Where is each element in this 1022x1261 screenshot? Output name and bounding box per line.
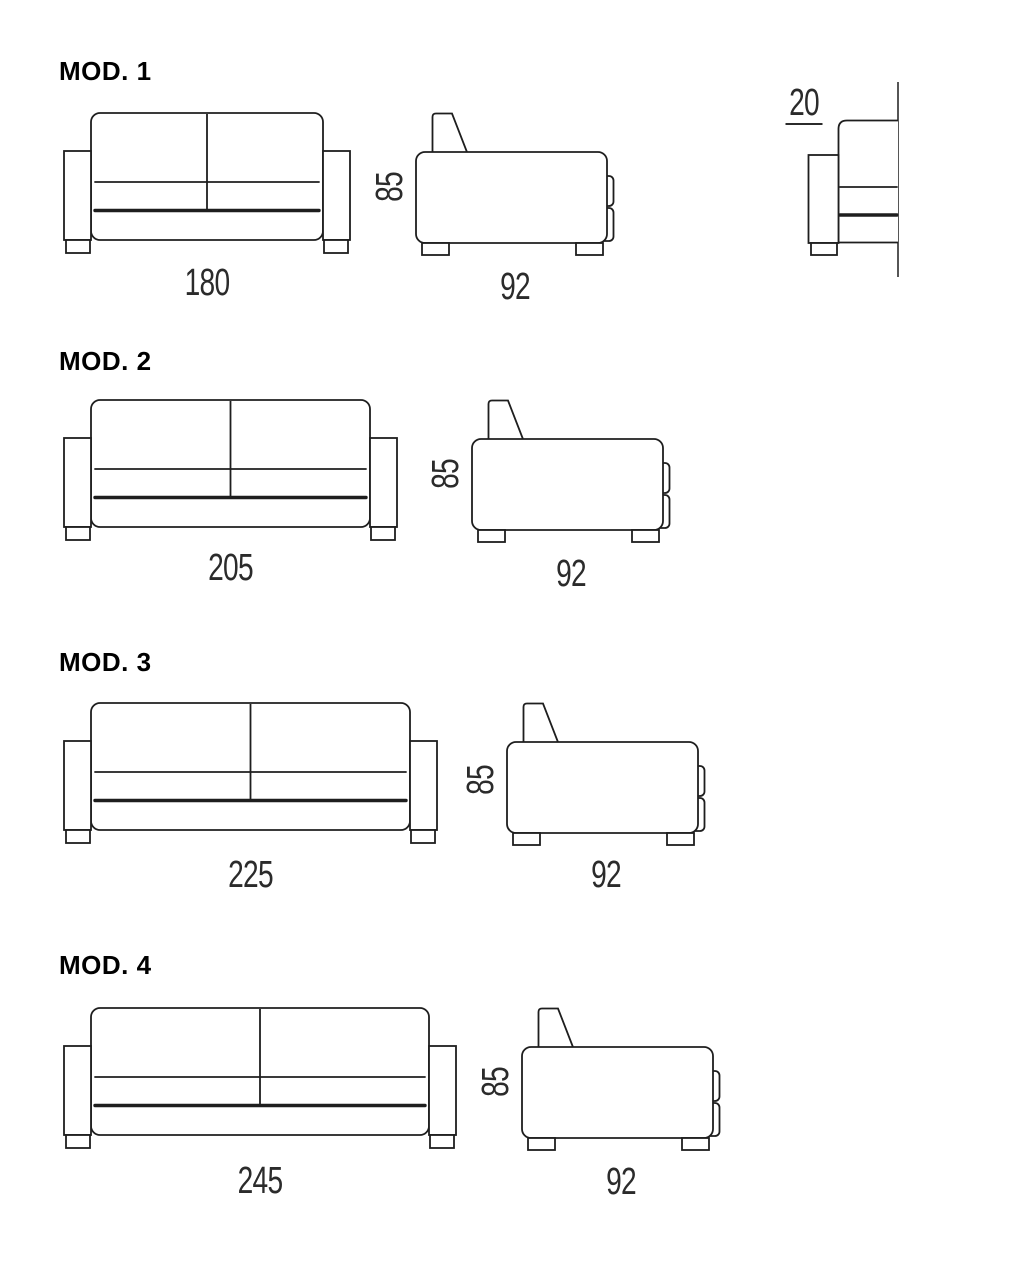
module-3-front-view bbox=[63, 700, 438, 847]
module-2-width-dimension: 205 bbox=[208, 547, 253, 589]
module-3-title: MOD. 3 bbox=[59, 647, 152, 677]
module-1-depth-dimension: 92 bbox=[500, 266, 530, 308]
module-3-width-dimension: 225 bbox=[228, 854, 273, 896]
module-4-width-dimension: 245 bbox=[237, 1160, 283, 1202]
module-4-height-dimension: 85 bbox=[475, 1067, 517, 1097]
module-2-height-dimension: 85 bbox=[425, 459, 467, 489]
module-3-height-dimension: 85 bbox=[460, 765, 502, 795]
module-1-height-dimension: 85 bbox=[369, 172, 411, 202]
module-4-title: MOD. 4 bbox=[59, 950, 152, 980]
armrest-detail-drawing bbox=[806, 80, 906, 280]
module-1-side-view bbox=[415, 110, 615, 257]
module-2-title: MOD. 2 bbox=[59, 346, 152, 376]
module-4-front-view bbox=[63, 1005, 457, 1152]
module-1-front-view bbox=[63, 110, 351, 257]
module-1-width-dimension: 180 bbox=[184, 262, 230, 304]
module-3-depth-dimension: 92 bbox=[591, 854, 621, 896]
module-4-depth-dimension: 92 bbox=[606, 1161, 636, 1203]
module-3-side-view bbox=[506, 700, 706, 847]
armrest-width-dimension: 20 bbox=[786, 84, 823, 125]
module-2-side-view bbox=[471, 397, 671, 544]
module-4-side-view bbox=[521, 1005, 721, 1152]
module-2-depth-dimension: 92 bbox=[556, 553, 586, 595]
module-1-title: MOD. 1 bbox=[59, 56, 152, 86]
module-2-front-view bbox=[63, 397, 398, 544]
